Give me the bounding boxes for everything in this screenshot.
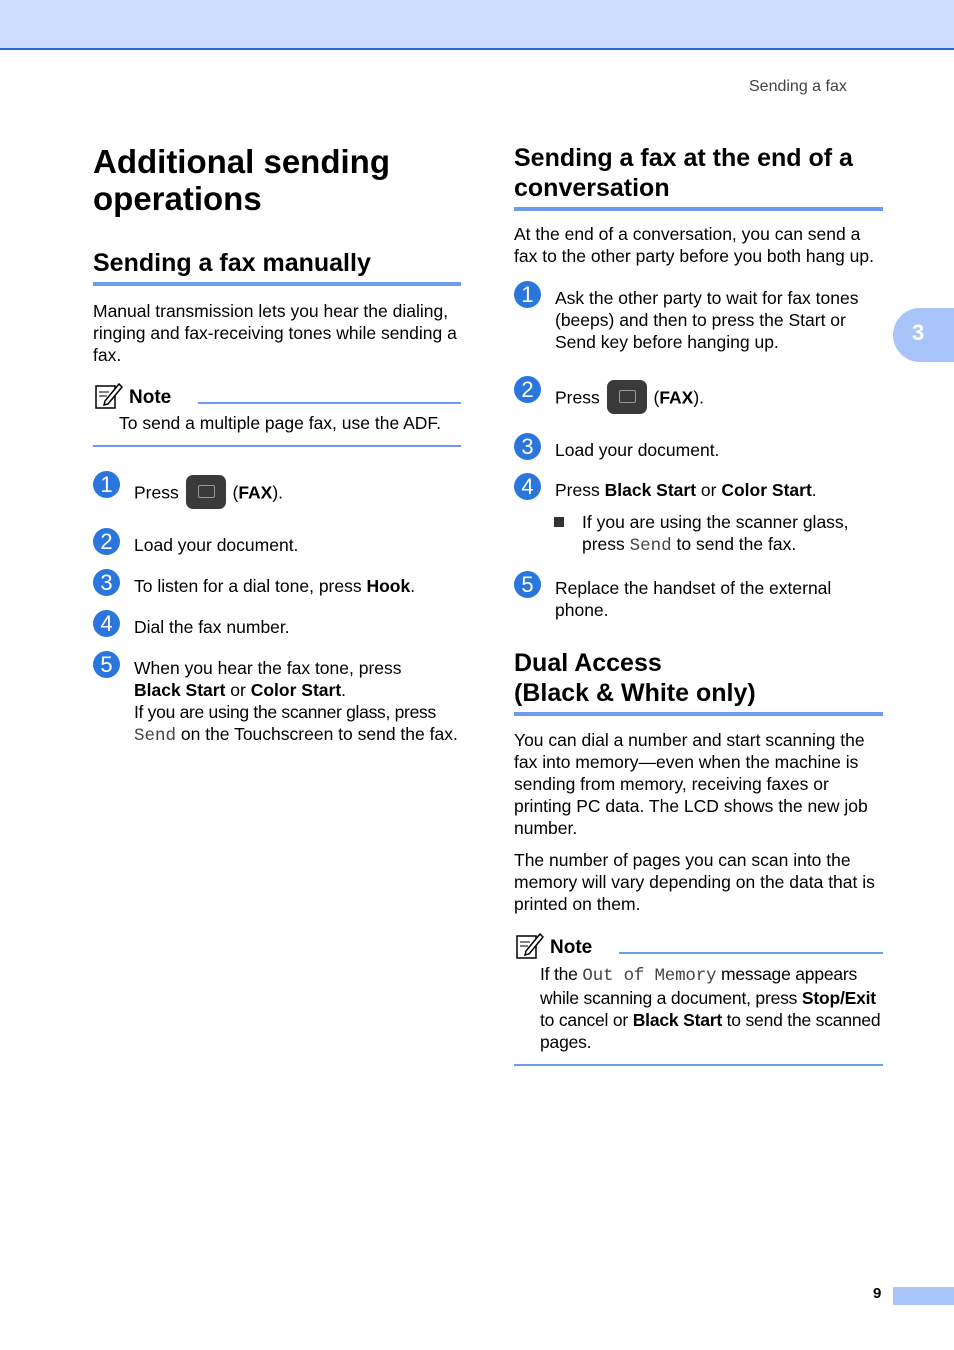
page-title: Additional sending operations [93,143,390,217]
step-text: on the Touchscreen to send the fax. [176,724,458,744]
note-pencil-icon [516,931,544,959]
note-text [514,963,883,1053]
out-of-memory-message: Out of Memory [582,966,717,986]
note-text-part: to send the scanned pages. [540,1010,881,1052]
left-column [93,143,461,747]
section-heading-manual: Sending a fax manually [93,248,461,286]
step-number: 2 [93,528,120,555]
step-number: 1 [93,471,120,498]
chapter-tab [893,308,954,362]
manual-intro: Manual transmission lets you hear the dialing, ringing and fax-receiving tones while sending a fax. [93,301,457,365]
note-label: Note [129,387,172,408]
bullet-text: If you are using the scanner glass, press [582,512,849,554]
step-text: Dial the fax number. [134,617,290,637]
step-text: Press [555,387,600,408]
note-pencil-icon [95,381,123,409]
section-heading-dual-access [514,648,883,716]
step-punct: . [410,576,416,596]
top-band [0,0,954,50]
black-start-key: Black Start [632,1010,722,1030]
heading-line: Dual Access [514,649,662,677]
step-2 [93,529,461,556]
step-punct: . [341,680,347,700]
send-key: Send [134,726,177,746]
step-1 [514,282,883,353]
step-number: 4 [93,610,120,637]
note-bottom-rule [93,445,461,447]
note-bottom-rule [514,1064,883,1066]
step-number: 3 [514,433,541,460]
fax-key-icon [607,380,647,414]
right-column [514,143,883,1066]
step-5 [93,652,461,747]
heading-line: (Black & White only) [514,679,756,707]
step-punct: . [811,480,817,500]
step-2: 2 Press (FAX). [514,382,883,416]
step-text: When you hear the fax tone, press [134,658,402,678]
note-rule [198,402,461,404]
note-text-part: If the [540,964,583,984]
step-number: 5 [514,571,541,598]
note-box-adf [93,381,461,447]
step-text: Ask the other party to wait for fax tones (beeps) and then to press the Start or Send key before hanging up. [555,288,859,352]
dual-access-para-1: You can dial a number and start scanning the fax into memory—even when the machine is sending from memory, receiving faxes or printing PC data. The LCD shows the new job number. [514,730,868,838]
note-rule [619,952,883,954]
step-text: Load your document. [555,440,720,460]
dual-access-para-2: The number of pages you can scan into the memory will vary depending on the data that is printed on them. [514,850,875,914]
step-4 [514,474,883,557]
page-number: 9 [873,1285,882,1302]
chapter-number: 3 [912,320,925,345]
color-start-key: Color Start [250,680,342,700]
step-number: 4 [514,473,541,500]
step-3 [93,570,461,597]
black-start-key: Black Start [134,680,226,700]
step-text: To listen for a dial tone, press [134,576,367,596]
step-text: or [225,680,251,700]
step-number: 1 [514,281,541,308]
fax-key-icon [186,475,226,509]
step-text: Press [134,482,179,503]
hook-key: Hook [366,576,411,596]
fax-key-label: FAX [238,482,273,503]
page-number-bar [893,1287,954,1305]
note-label: Note [550,937,593,958]
step-4 [93,611,461,638]
black-start-key: Black Start [604,480,697,500]
send-key: Send [629,536,672,556]
step-3 [514,434,883,461]
step-5 [514,572,883,621]
running-header: Sending a fax [749,78,847,95]
fax-key-label: FAX [659,387,694,408]
step-number: 2 [514,376,541,403]
end-of-conversation-intro: At the end of a conversation, you can send a fax to the other party before you both hang up. [514,224,874,266]
bullet-text: to send the fax. [671,534,797,554]
step-text: Replace the handset of the external phone. [555,578,832,620]
step-1: 1 Press (FAX). [93,477,461,511]
step-text: or [696,480,722,500]
note-text-part: to cancel or [540,1010,633,1030]
step-text: Press [555,480,605,500]
color-start-key: Color Start [721,480,812,500]
section-heading-end-of-conversation: Sending a fax at the end of a conversation [514,143,883,211]
bullet-square-icon [554,517,564,527]
note-text-part: message appears while scanning a document, press [540,964,858,1008]
stop-exit-key: Stop/Exit [801,988,876,1008]
bullet-scanner-glass [555,511,883,557]
step-number: 3 [93,569,120,596]
note-text: To send a multiple page fax, use the ADF. [119,413,441,433]
step-number: 5 [93,651,120,678]
step-text: If you are using the scanner glass, press [134,702,436,722]
note-box-memory [514,931,883,1066]
step-text: Load your document. [134,535,299,555]
